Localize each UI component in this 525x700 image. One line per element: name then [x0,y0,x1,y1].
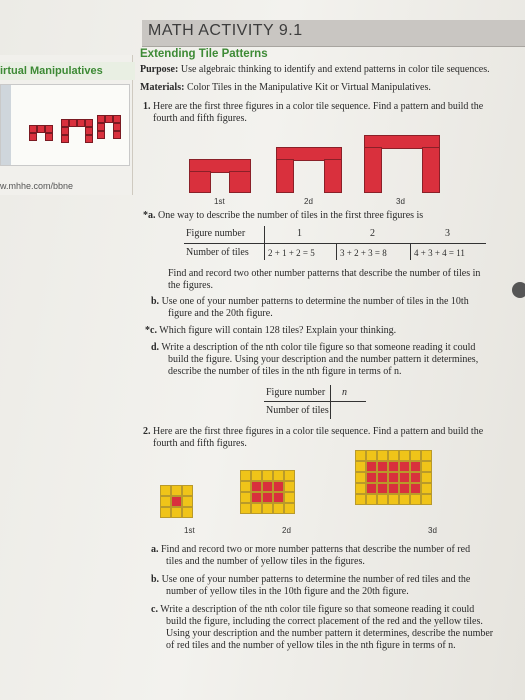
yellow-tile [262,503,273,514]
q1-table-vline-2 [336,243,337,260]
yellow-tile [421,461,432,472]
q1-table2-hline [264,401,366,402]
q2-figure-2 [240,470,295,514]
yellow-tile [182,485,193,496]
red-tile [262,492,273,503]
materials-line: Materials: Color Tiles in the Manipulative Kit or Virtual Manipulatives. [140,82,431,93]
yellow-tile [171,485,182,496]
yellow-tile [421,472,432,483]
yellow-tile [366,450,377,461]
yellow-tile [388,494,399,505]
yellow-tile [160,485,171,496]
yellow-tile [388,450,399,461]
red-tile [388,483,399,494]
yellow-tile [355,461,366,472]
yellow-tile [160,507,171,518]
sidebar-url: w.mhhe.com/bbne [0,181,74,191]
yellow-tile [410,450,421,461]
yellow-tile [182,507,193,518]
q1-label-3d: 3d [396,197,405,206]
q1-table2-vline [330,385,331,419]
q1-table-col-1: 1 [297,228,302,239]
q1b-text: b. Use one of your number patterns to determine the number of tiles in the 10th [151,296,469,307]
q1-after-a-2: the figures. [168,280,213,291]
q1-figure-1 [190,160,250,192]
yellow-tile [399,494,410,505]
yellow-tile [377,450,388,461]
q1-figure-3 [365,136,439,192]
red-tile [410,472,421,483]
yellow-tile [377,494,388,505]
red-tile [410,483,421,494]
red-tile [388,472,399,483]
red-tile [366,472,377,483]
red-tile [377,483,388,494]
yellow-tile [182,496,193,507]
q1-table-val-2: 3 + 2 + 3 = 8 [340,248,387,258]
q1-table-col-2: 2 [370,228,375,239]
q2-intro-2: fourth and fifth figures. [153,438,247,449]
q2-intro: 2. Here are the first three figures in a color tile sequence. Find a pattern and build the [143,426,484,437]
yellow-tile [421,450,432,461]
activity-header [142,20,525,47]
yellow-tile [366,494,377,505]
red-tile [273,492,284,503]
q1-table-head-tiles: Number of tiles [186,247,249,258]
q1d-text-2: build the figure. Using your description and the number pattern it determines, [168,354,479,365]
q1-intro: 1. Here are the first three figures in a color tile sequence. Find a pattern and build the [143,101,484,112]
red-tile [399,472,410,483]
q1b-text-2: figure and the 20th figure. [168,308,273,319]
yellow-tile [262,470,273,481]
red-tile [399,483,410,494]
manipulatives-screenshot [0,84,130,166]
yellow-tile [251,503,262,514]
yellow-tile [355,494,366,505]
red-tile [377,472,388,483]
yellow-tile [284,481,295,492]
q2a-text-2: tiles and the number of yellow tiles in the figures. [166,556,365,567]
q1-table2-tiles: Number of tiles [266,405,329,416]
red-tile [251,492,262,503]
q1-after-a-1: Find and record two other number patterns that describe the number of tiles in [168,268,481,279]
q1a-text: *a. One way to describe the number of tiles in the first three figures is [143,210,424,221]
yellow-tile [399,450,410,461]
red-tile [366,483,377,494]
sidebar-title: irtual Manipulatives [0,62,135,80]
red-tile [388,461,399,472]
yellow-tile [160,496,171,507]
yellow-tile [284,503,295,514]
red-tile [171,496,182,507]
q2c-text-4: of red tiles and the number of yellow tiles in the nth figure in terms of n. [166,640,456,651]
yellow-tile [240,470,251,481]
q2c-text-2: build the figure, including the correct placement of the red and the yellow tiles. [166,616,483,627]
yellow-tile [284,492,295,503]
yellow-tile [355,472,366,483]
q2-figure-3 [355,450,432,505]
q1-table2-n: n [342,387,347,398]
q1-table-head-figure: Figure number [186,228,246,239]
yellow-tile [273,503,284,514]
q1-table-vline-1 [264,226,265,260]
q2b-text: b. Use one of your number patterns to determine the number of red tiles and the [151,574,471,585]
yellow-tile [284,470,295,481]
purpose-line: Purpose: Use algebraic thinking to identify and extend patterns in color tile sequences. [140,64,490,75]
red-tile [377,461,388,472]
yellow-tile [421,483,432,494]
q1d-text-3: describe the number of tiles in the nth figure in terms of n. [168,366,402,377]
q2-label-3d: 3d [428,526,437,535]
q1-table-val-1: 2 + 1 + 2 = 5 [268,248,315,258]
q2c-text: c. Write a description of the nth color tile figure so that someone reading it could [151,604,475,615]
q1-table-vline-3 [410,243,411,260]
yellow-tile [355,483,366,494]
q2-figure-1 [160,485,193,518]
q1c-text: *c. Which figure will contain 128 tiles? Explain your thinking. [145,325,397,336]
yellow-tile [355,450,366,461]
q1-figure-2 [277,148,341,192]
red-tile [399,461,410,472]
page-edge-marker [512,282,525,298]
yellow-tile [273,470,284,481]
red-tile [366,461,377,472]
yellow-tile [240,492,251,503]
red-tile [251,481,262,492]
q2a-text: a. Find and record two or more number patterns that describe the number of red [151,544,471,555]
section-title: Extending Tile Patterns [140,48,268,60]
q1-label-2d: 2d [304,197,313,206]
q1d-text: d. Write a description of the nth color tile figure so that someone reading it could [151,342,476,353]
tool-strip [1,85,11,165]
q1-table-col-3: 3 [445,228,450,239]
q1-table2-figure: Figure number [266,387,326,398]
red-tile [273,481,284,492]
q1-table-hline [184,243,486,244]
yellow-tile [410,494,421,505]
q2b-text-2: number of yellow tiles in the 10th figure and the 20th figure. [166,586,409,597]
yellow-tile [240,503,251,514]
q2c-text-3: Using your description and the number pattern it determines, describe the number [166,628,494,639]
q1-table-val-3: 4 + 3 + 4 = 11 [414,248,465,258]
q2-label-1st: 1st [184,526,195,535]
yellow-tile [240,481,251,492]
q2-label-2d: 2d [282,526,291,535]
yellow-tile [171,507,182,518]
activity-title: MATH ACTIVITY 9.1 [148,22,303,39]
q1-intro-2: fourth and fifth figures. [153,113,247,124]
q1-label-1st: 1st [214,197,225,206]
red-tile [410,461,421,472]
red-tile [262,481,273,492]
yellow-tile [251,470,262,481]
yellow-tile [421,494,432,505]
